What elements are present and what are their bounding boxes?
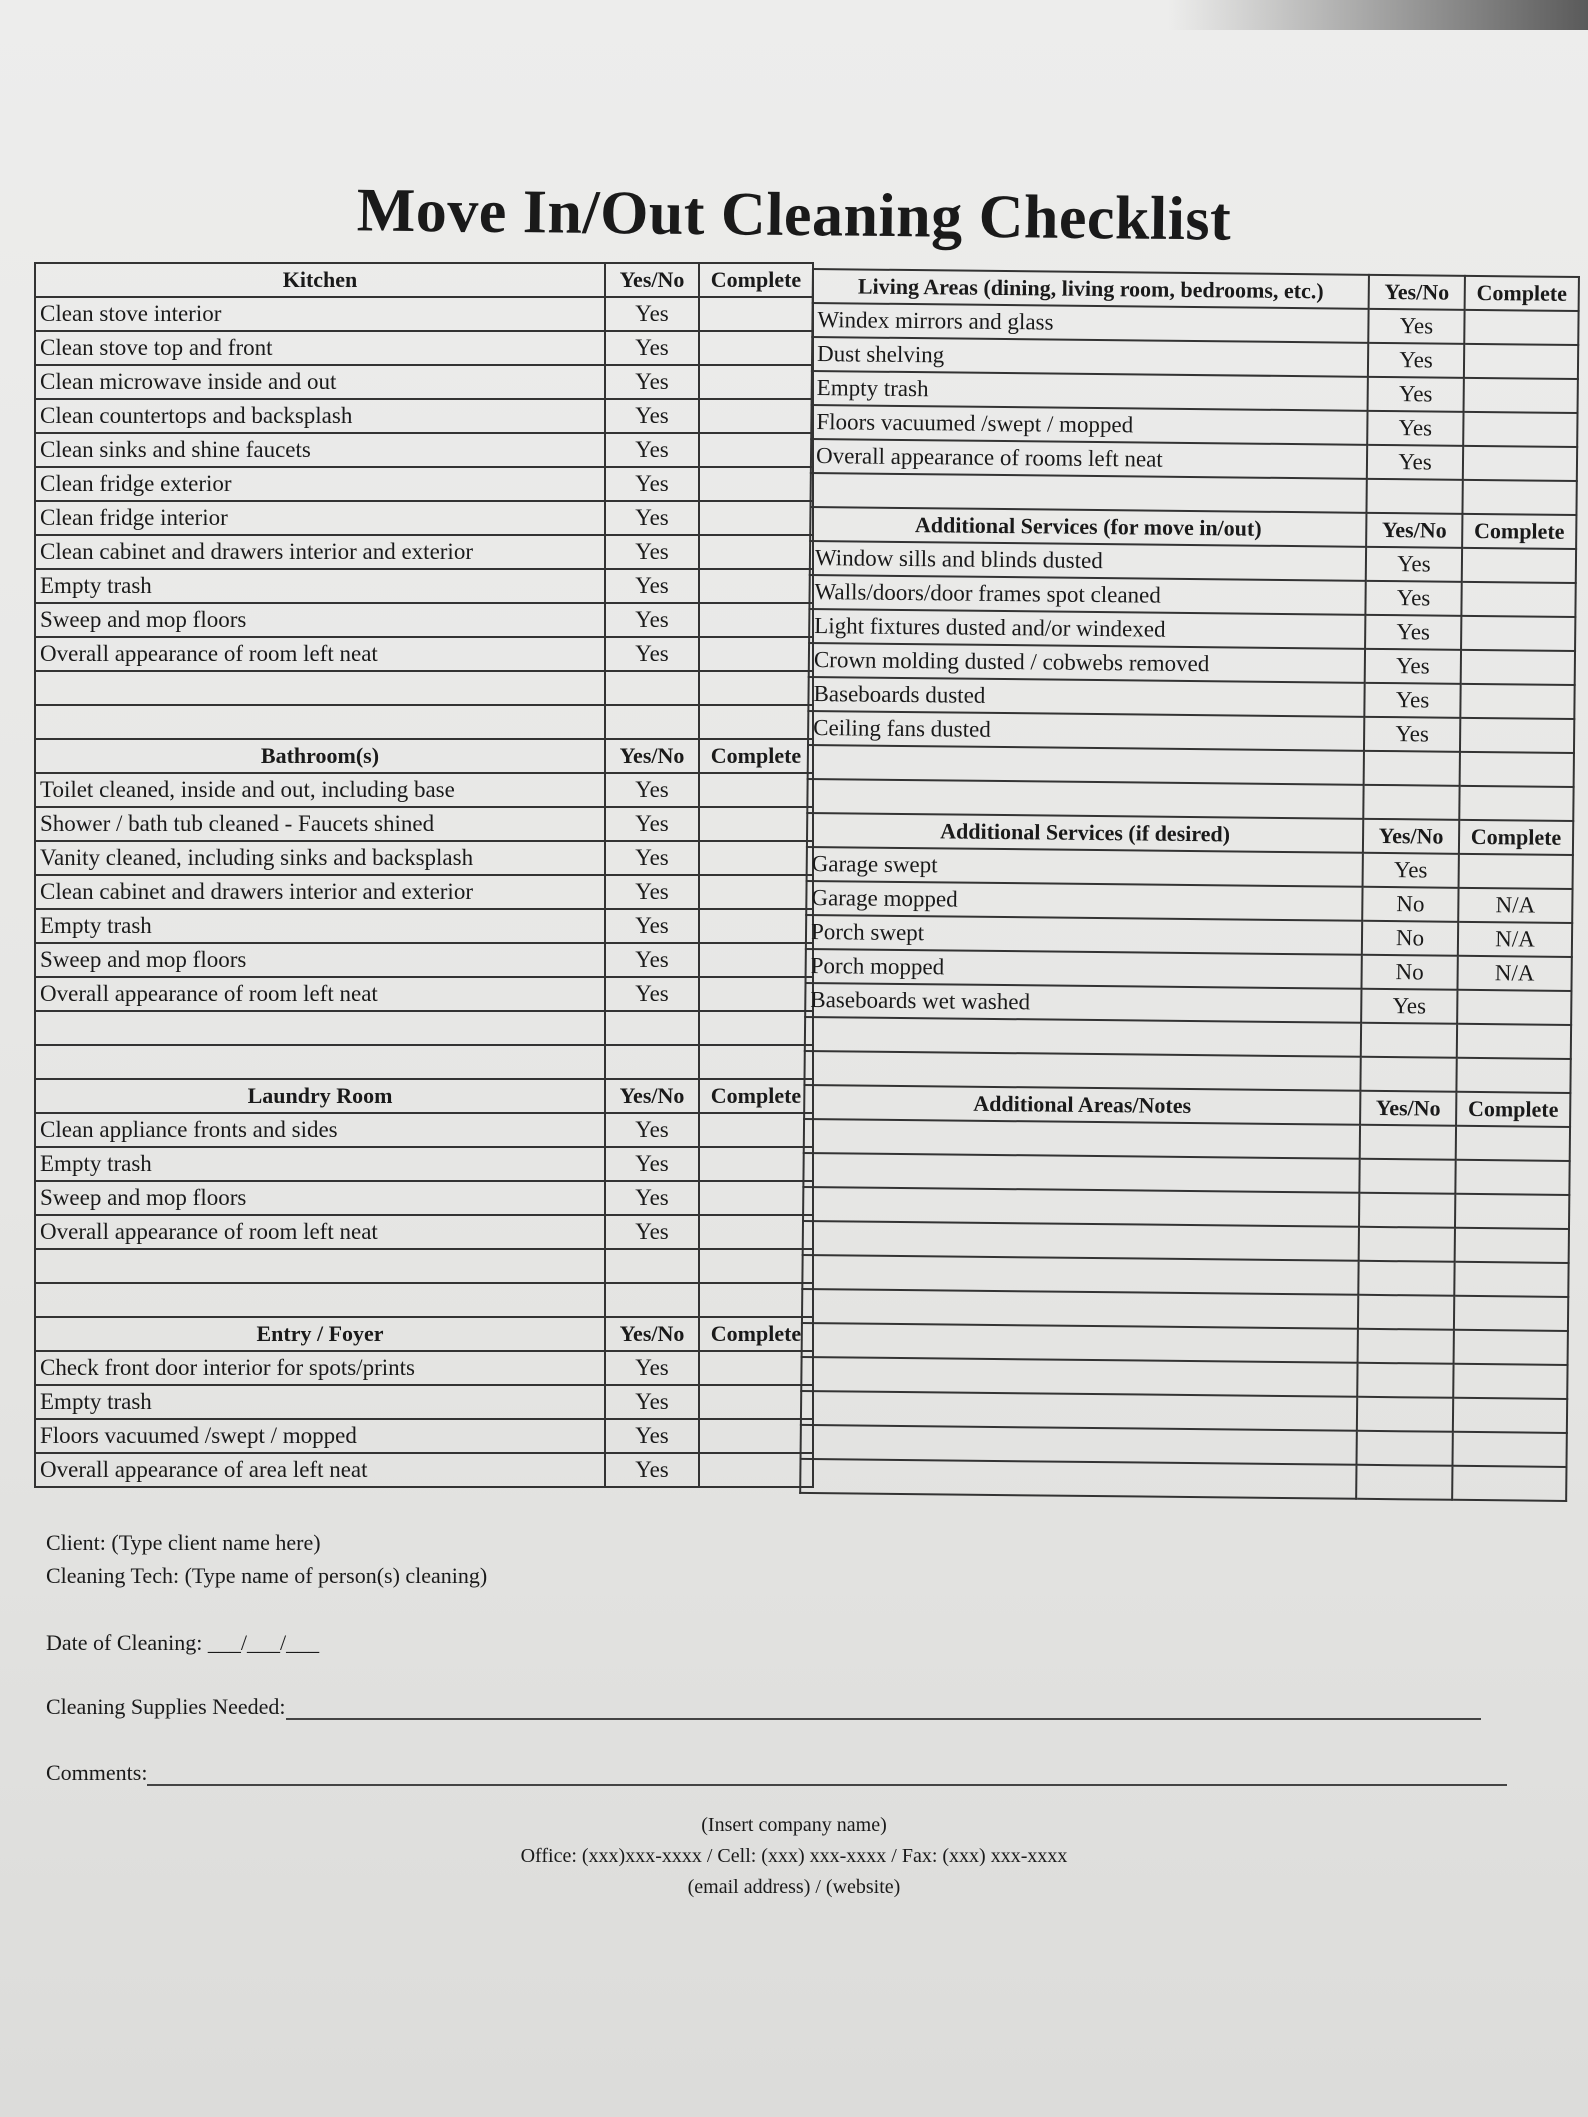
complete-cell: N/A bbox=[1457, 956, 1571, 991]
section-header-row bbox=[35, 739, 813, 773]
task-cell: Overall appearance of rooms left neat bbox=[811, 439, 1367, 479]
yes-no-cell: Yes bbox=[605, 399, 699, 433]
task-cell: Floors vacuumed /swept / mopped bbox=[811, 405, 1367, 445]
complete-cell bbox=[699, 1249, 813, 1283]
task-cell bbox=[35, 671, 605, 705]
task-cell: Windex mirrors and glass bbox=[812, 303, 1368, 343]
company-phones: Office: (xxx)xxx-xxxx / Cell: (xxx) xxx-xxxx / Fax: (xxx) xxx-xxxx bbox=[520, 1845, 1068, 1867]
section-header: Additional Services (for move in/out) bbox=[810, 507, 1366, 547]
table-row bbox=[35, 1181, 813, 1215]
complete-cell bbox=[699, 977, 813, 1011]
complete-cell bbox=[1461, 582, 1575, 617]
task-cell bbox=[802, 1289, 1358, 1329]
complete-column-header: Complete bbox=[699, 739, 813, 773]
task-cell: Dust shelving bbox=[812, 337, 1368, 377]
yes-no-cell bbox=[1363, 785, 1459, 820]
complete-cell bbox=[699, 1045, 813, 1079]
company-name: (Insert company name) bbox=[701, 1814, 887, 1836]
yes-no-cell: Yes bbox=[605, 773, 699, 807]
yes-no-column-header: Yes/No bbox=[1366, 513, 1462, 548]
task-cell: Overall appearance of room left neat bbox=[35, 637, 605, 671]
task-cell: Sweep and mop floors bbox=[35, 1181, 605, 1215]
yes-no-cell: Yes bbox=[1368, 309, 1464, 344]
yes-no-cell bbox=[1359, 1193, 1455, 1228]
yes-no-cell: Yes bbox=[605, 841, 699, 875]
section-header: Bathroom(s) bbox=[35, 739, 605, 773]
complete-cell bbox=[699, 705, 813, 739]
section-header: Laundry Room bbox=[35, 1079, 605, 1113]
yes-no-cell: No bbox=[1361, 955, 1457, 990]
complete-cell bbox=[699, 501, 813, 535]
yes-no-cell: Yes bbox=[605, 1147, 699, 1181]
yes-no-cell bbox=[1357, 1397, 1453, 1432]
task-cell: Toilet cleaned, inside and out, including base bbox=[35, 773, 605, 807]
complete-cell: N/A bbox=[1458, 888, 1572, 923]
complete-column-header: Complete bbox=[699, 1079, 813, 1113]
table-row bbox=[35, 705, 813, 739]
complete-cell bbox=[699, 1113, 813, 1147]
yes-no-cell: Yes bbox=[1367, 445, 1463, 480]
yes-no-cell: Yes bbox=[605, 1181, 699, 1215]
complete-cell bbox=[1459, 854, 1573, 889]
right-checklist-table bbox=[799, 268, 1580, 1502]
yes-no-cell: Yes bbox=[1367, 411, 1463, 446]
complete-cell bbox=[1463, 446, 1577, 481]
task-cell: Clean cabinet and drawers interior and exterior bbox=[35, 875, 605, 909]
complete-column-header: Complete bbox=[1465, 276, 1579, 311]
client-line: Client: (Type client name here) bbox=[46, 1530, 321, 1555]
complete-column-header: Complete bbox=[1456, 1092, 1570, 1127]
table-row bbox=[35, 1011, 813, 1045]
task-cell: Check front door interior for spots/prints bbox=[35, 1351, 605, 1385]
task-cell: Clean microwave inside and out bbox=[35, 365, 605, 399]
task-cell: Shower / bath tub cleaned - Faucets shined bbox=[35, 807, 605, 841]
complete-cell bbox=[1454, 1262, 1568, 1297]
supplies-needed-row bbox=[46, 1694, 1481, 1720]
table-row bbox=[35, 1351, 813, 1385]
complete-cell: N/A bbox=[1458, 922, 1572, 957]
task-cell bbox=[803, 1153, 1359, 1193]
task-cell: Overall appearance of room left neat bbox=[35, 977, 605, 1011]
complete-cell bbox=[699, 1215, 813, 1249]
yes-no-column-header: Yes/No bbox=[1363, 819, 1459, 854]
yes-no-cell bbox=[1366, 479, 1462, 514]
task-cell: Clean stove interior bbox=[35, 297, 605, 331]
complete-cell bbox=[699, 1181, 813, 1215]
table-row bbox=[35, 1453, 813, 1487]
table-row bbox=[35, 569, 813, 603]
yes-no-cell: Yes bbox=[605, 1215, 699, 1249]
table-row bbox=[35, 1045, 813, 1079]
yes-no-cell bbox=[605, 671, 699, 705]
complete-cell bbox=[1459, 786, 1573, 821]
complete-cell bbox=[1461, 650, 1575, 685]
table-row bbox=[35, 501, 813, 535]
yes-no-cell bbox=[605, 705, 699, 739]
task-cell: Empty trash bbox=[812, 371, 1368, 411]
yes-no-cell bbox=[1360, 1125, 1456, 1160]
task-cell: Clean appliance fronts and sides bbox=[35, 1113, 605, 1147]
yes-no-cell bbox=[1359, 1159, 1455, 1194]
yes-no-cell: Yes bbox=[1363, 853, 1459, 888]
yes-no-cell: Yes bbox=[1361, 989, 1457, 1024]
complete-cell bbox=[1463, 412, 1577, 447]
table-row bbox=[35, 1283, 813, 1317]
yes-no-cell bbox=[1361, 1023, 1457, 1058]
section-header: Living Areas (dining, living room, bedrooms, etc.) bbox=[813, 269, 1369, 309]
table-row bbox=[35, 807, 813, 841]
complete-cell bbox=[699, 1147, 813, 1181]
yes-no-cell bbox=[1358, 1261, 1454, 1296]
complete-cell bbox=[1453, 1364, 1567, 1399]
task-cell: Clean stove top and front bbox=[35, 331, 605, 365]
task-cell bbox=[801, 1391, 1357, 1431]
complete-cell bbox=[699, 1385, 813, 1419]
yes-no-cell: Yes bbox=[605, 365, 699, 399]
cleaning-tech-line: Cleaning Tech: (Type name of person(s) cleaning) bbox=[46, 1563, 488, 1588]
complete-cell bbox=[1454, 1296, 1568, 1331]
task-cell: Floors vacuumed /swept / mopped bbox=[35, 1419, 605, 1453]
yes-no-cell bbox=[1358, 1295, 1454, 1330]
yes-no-cell bbox=[605, 1249, 699, 1283]
task-cell bbox=[803, 1187, 1359, 1227]
complete-cell bbox=[1455, 1194, 1569, 1229]
complete-cell bbox=[1456, 1058, 1570, 1093]
task-cell bbox=[807, 779, 1363, 819]
yes-no-cell: Yes bbox=[605, 943, 699, 977]
task-cell: Baseboards wet washed bbox=[805, 983, 1361, 1023]
table-row bbox=[35, 535, 813, 569]
yes-no-cell: Yes bbox=[605, 433, 699, 467]
complete-column-header: Complete bbox=[699, 263, 813, 297]
table-row bbox=[35, 297, 813, 331]
yes-no-cell bbox=[1356, 1431, 1452, 1466]
table-row bbox=[35, 909, 813, 943]
task-cell bbox=[804, 1119, 1360, 1159]
complete-cell bbox=[1462, 480, 1576, 515]
yes-no-cell bbox=[605, 1045, 699, 1079]
complete-cell bbox=[699, 467, 813, 501]
yes-no-column-header: Yes/No bbox=[605, 263, 699, 297]
complete-cell bbox=[1455, 1160, 1569, 1195]
task-cell: Garage swept bbox=[807, 847, 1363, 887]
task-cell bbox=[35, 1011, 605, 1045]
complete-cell bbox=[699, 1351, 813, 1385]
task-cell bbox=[801, 1425, 1357, 1465]
task-cell: Overall appearance of area left neat bbox=[35, 1453, 605, 1487]
task-cell: Ceiling fans dusted bbox=[808, 711, 1364, 751]
complete-cell bbox=[1453, 1398, 1567, 1433]
task-cell: Sweep and mop floors bbox=[35, 603, 605, 637]
table-row bbox=[35, 773, 813, 807]
yes-no-cell: No bbox=[1362, 887, 1458, 922]
section-header: Entry / Foyer bbox=[35, 1317, 605, 1351]
complete-cell bbox=[1464, 310, 1578, 345]
complete-cell bbox=[699, 875, 813, 909]
complete-cell bbox=[1462, 548, 1576, 583]
complete-cell bbox=[699, 1283, 813, 1317]
complete-cell bbox=[699, 1011, 813, 1045]
yes-no-cell: Yes bbox=[605, 909, 699, 943]
yes-no-cell: Yes bbox=[605, 1385, 699, 1419]
yes-no-cell: Yes bbox=[605, 1419, 699, 1453]
complete-cell bbox=[699, 399, 813, 433]
complete-cell bbox=[699, 433, 813, 467]
table-row bbox=[35, 875, 813, 909]
complete-column-header: Complete bbox=[1459, 820, 1573, 855]
task-cell bbox=[35, 1249, 605, 1283]
table-row bbox=[35, 943, 813, 977]
complete-cell bbox=[699, 365, 813, 399]
yes-no-cell: Yes bbox=[605, 501, 699, 535]
complete-cell bbox=[699, 297, 813, 331]
page-title: Move In/Out Cleaning Checklist bbox=[356, 176, 1232, 254]
table-row bbox=[35, 1419, 813, 1453]
yes-no-cell: Yes bbox=[605, 637, 699, 671]
task-cell: Window sills and blinds dusted bbox=[810, 541, 1366, 581]
complete-cell bbox=[699, 1419, 813, 1453]
task-cell bbox=[803, 1221, 1359, 1261]
task-cell: Crown molding dusted / cobwebs removed bbox=[809, 643, 1365, 683]
yes-no-cell: Yes bbox=[605, 467, 699, 501]
table-row bbox=[35, 331, 813, 365]
complete-cell bbox=[699, 535, 813, 569]
complete-cell bbox=[1454, 1330, 1568, 1365]
complete-cell bbox=[699, 943, 813, 977]
task-cell bbox=[35, 1045, 605, 1079]
task-cell: Porch swept bbox=[806, 915, 1362, 955]
yes-no-cell bbox=[1358, 1329, 1454, 1364]
section-header: Additional Services (if desired) bbox=[807, 813, 1363, 853]
table-row bbox=[35, 1147, 813, 1181]
complete-cell bbox=[699, 331, 813, 365]
yes-no-cell: Yes bbox=[605, 1351, 699, 1385]
yes-no-column-header: Yes/No bbox=[605, 1079, 699, 1113]
yes-no-cell bbox=[1360, 1057, 1456, 1092]
yes-no-cell: No bbox=[1362, 921, 1458, 956]
section-header-row bbox=[35, 263, 813, 297]
yes-no-cell: Yes bbox=[605, 331, 699, 365]
task-cell: Clean countertops and backsplash bbox=[35, 399, 605, 433]
yes-no-cell: Yes bbox=[1364, 717, 1460, 752]
task-cell bbox=[800, 1459, 1356, 1499]
yes-no-cell: Yes bbox=[605, 297, 699, 331]
table-row bbox=[35, 977, 813, 1011]
complete-cell bbox=[1455, 1228, 1569, 1263]
complete-cell bbox=[699, 1453, 813, 1487]
task-cell bbox=[810, 473, 1366, 513]
yes-no-cell: Yes bbox=[1365, 649, 1461, 684]
table-row bbox=[35, 841, 813, 875]
task-cell: Sweep and mop floors bbox=[35, 943, 605, 977]
complete-cell bbox=[699, 637, 813, 671]
yes-no-cell bbox=[1356, 1465, 1452, 1500]
complete-cell bbox=[1464, 378, 1578, 413]
yes-no-cell: Yes bbox=[605, 1113, 699, 1147]
page-corner-shadow bbox=[1168, 0, 1588, 30]
task-cell bbox=[802, 1255, 1358, 1295]
supplies-needed-blank bbox=[286, 1718, 1481, 1720]
yes-no-cell: Yes bbox=[605, 875, 699, 909]
task-cell: Walls/doors/door frames spot cleaned bbox=[809, 575, 1365, 615]
task-cell: Clean fridge exterior bbox=[35, 467, 605, 501]
yes-no-cell: Yes bbox=[605, 977, 699, 1011]
table-row bbox=[35, 1249, 813, 1283]
table-row bbox=[35, 1113, 813, 1147]
task-cell bbox=[804, 1051, 1360, 1091]
table-row bbox=[35, 671, 813, 705]
complete-cell bbox=[699, 603, 813, 637]
complete-cell bbox=[1457, 990, 1571, 1025]
complete-cell bbox=[1460, 684, 1574, 719]
task-cell: Overall appearance of room left neat bbox=[35, 1215, 605, 1249]
task-cell: Clean fridge interior bbox=[35, 501, 605, 535]
table-row bbox=[35, 637, 813, 671]
table-row bbox=[800, 1459, 1566, 1501]
complete-cell bbox=[1460, 752, 1574, 787]
table-row bbox=[35, 399, 813, 433]
comments-label: Comments: bbox=[46, 1760, 148, 1785]
table-row bbox=[35, 603, 813, 637]
yes-no-cell: Yes bbox=[605, 603, 699, 637]
complete-cell bbox=[699, 569, 813, 603]
task-cell bbox=[801, 1357, 1357, 1397]
table-row bbox=[35, 467, 813, 501]
section-header: Kitchen bbox=[35, 263, 605, 297]
task-cell: Light fixtures dusted and/or windexed bbox=[809, 609, 1365, 649]
task-cell: Clean sinks and shine faucets bbox=[35, 433, 605, 467]
task-cell: Empty trash bbox=[35, 1147, 605, 1181]
task-cell: Baseboards dusted bbox=[808, 677, 1364, 717]
yes-no-cell: Yes bbox=[605, 535, 699, 569]
complete-cell bbox=[699, 909, 813, 943]
task-cell: Empty trash bbox=[35, 1385, 605, 1419]
yes-no-cell: Yes bbox=[1364, 683, 1460, 718]
complete-cell bbox=[1457, 1024, 1571, 1059]
task-cell: Clean cabinet and drawers interior and exterior bbox=[35, 535, 605, 569]
task-cell bbox=[805, 1017, 1361, 1057]
date-of-cleaning-line: Date of Cleaning: ___/___/___ bbox=[46, 1630, 320, 1655]
yes-no-cell: Yes bbox=[1365, 615, 1461, 650]
task-cell bbox=[802, 1323, 1358, 1363]
complete-cell bbox=[1464, 344, 1578, 379]
task-cell: Vanity cleaned, including sinks and backsplash bbox=[35, 841, 605, 875]
complete-cell bbox=[699, 773, 813, 807]
left-checklist-table bbox=[34, 262, 814, 1488]
yes-no-cell: Yes bbox=[1366, 547, 1462, 582]
table-row bbox=[35, 433, 813, 467]
supplies-needed-label: Cleaning Supplies Needed: bbox=[46, 1694, 286, 1719]
section-header: Additional Areas/Notes bbox=[804, 1085, 1360, 1125]
yes-no-cell: Yes bbox=[605, 569, 699, 603]
complete-cell bbox=[1452, 1466, 1566, 1501]
complete-column-header: Complete bbox=[1462, 514, 1576, 549]
task-cell: Empty trash bbox=[35, 909, 605, 943]
complete-cell bbox=[699, 841, 813, 875]
section-header-row bbox=[35, 1079, 813, 1113]
yes-no-cell: Yes bbox=[1368, 377, 1464, 412]
yes-no-column-header: Yes/No bbox=[605, 739, 699, 773]
complete-cell bbox=[1460, 718, 1574, 753]
section-header-row bbox=[35, 1317, 813, 1351]
yes-no-cell: Yes bbox=[605, 1453, 699, 1487]
task-cell: Empty trash bbox=[35, 569, 605, 603]
yes-no-cell bbox=[605, 1011, 699, 1045]
yes-no-column-header: Yes/No bbox=[605, 1317, 699, 1351]
complete-cell bbox=[699, 807, 813, 841]
complete-cell bbox=[1452, 1432, 1566, 1467]
yes-no-column-header: Yes/No bbox=[1369, 275, 1465, 310]
yes-no-column-header: Yes/No bbox=[1360, 1091, 1456, 1126]
table-row bbox=[35, 365, 813, 399]
yes-no-cell: Yes bbox=[1368, 343, 1464, 378]
complete-cell bbox=[699, 671, 813, 705]
comments-row bbox=[46, 1760, 1507, 1786]
complete-cell bbox=[1456, 1126, 1570, 1161]
task-cell bbox=[35, 705, 605, 739]
comments-blank bbox=[147, 1784, 1507, 1786]
yes-no-cell bbox=[605, 1283, 699, 1317]
task-cell: Porch mopped bbox=[806, 949, 1362, 989]
yes-no-cell bbox=[1364, 751, 1460, 786]
task-cell bbox=[35, 1283, 605, 1317]
complete-column-header: Complete bbox=[699, 1317, 813, 1351]
table-row bbox=[35, 1215, 813, 1249]
yes-no-cell: Yes bbox=[605, 807, 699, 841]
table-row bbox=[35, 1385, 813, 1419]
company-web: (email address) / (website) bbox=[687, 1876, 901, 1898]
complete-cell bbox=[1461, 616, 1575, 651]
yes-no-cell bbox=[1359, 1227, 1455, 1262]
task-cell bbox=[808, 745, 1364, 785]
task-cell: Garage mopped bbox=[806, 881, 1362, 921]
yes-no-cell: Yes bbox=[1365, 581, 1461, 616]
yes-no-cell bbox=[1357, 1363, 1453, 1398]
